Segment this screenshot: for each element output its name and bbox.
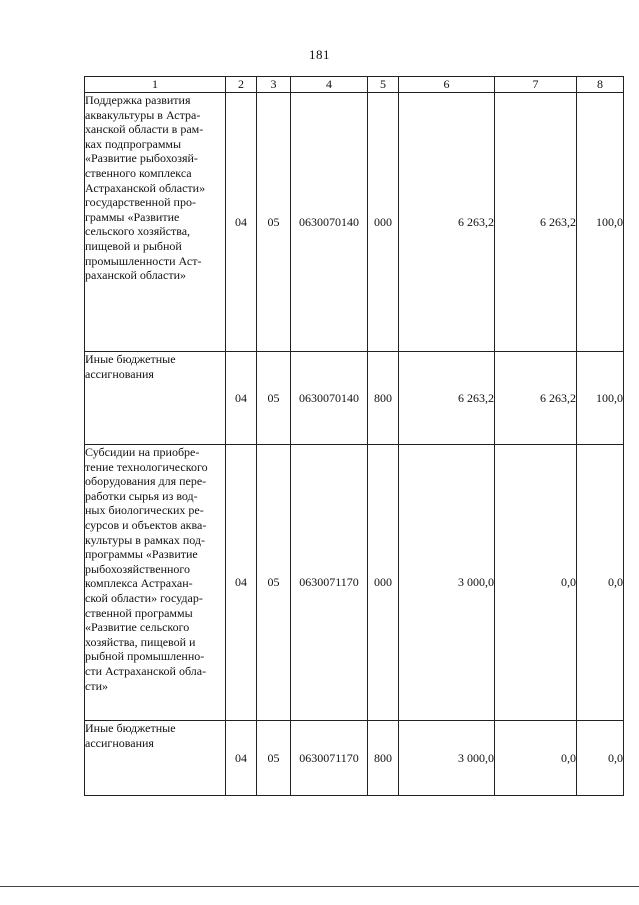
percent-col8: 0,0 bbox=[577, 445, 624, 721]
expense-type-code: 000 bbox=[368, 445, 399, 721]
subsection-code: 05 bbox=[257, 445, 291, 721]
header-cell: 8 bbox=[577, 77, 624, 93]
amount-col6: 6 263,2 bbox=[399, 352, 495, 445]
expense-type-code: 800 bbox=[368, 721, 399, 796]
percent-col8: 100,0 bbox=[577, 352, 624, 445]
table-row bbox=[85, 93, 624, 352]
item-name: Поддержка развития аквакультуры в Астра- ханской области в рам- ках подпрограммы «Развитие рыбохозяй- ственного комплекса Астраханской области» государственной про- граммы «Развитие сельского хозяйства, пищевой и рыбной промышленности Аст- раханской области» bbox=[85, 93, 226, 352]
target-article-code: 0630071170 bbox=[291, 721, 368, 796]
table-row bbox=[85, 445, 624, 721]
amount-col7: 6 263,2 bbox=[495, 93, 577, 352]
expense-type-code: 800 bbox=[368, 352, 399, 445]
subsection-code: 05 bbox=[257, 93, 291, 352]
header-cell: 2 bbox=[226, 77, 257, 93]
table-row bbox=[85, 352, 624, 445]
item-name: Иные бюджетные ассигнования bbox=[85, 352, 226, 445]
subsection-code: 05 bbox=[257, 352, 291, 445]
section-code: 04 bbox=[226, 93, 257, 352]
section-code: 04 bbox=[226, 721, 257, 796]
section-code: 04 bbox=[226, 445, 257, 721]
section-code: 04 bbox=[226, 352, 257, 445]
page-number: 181 bbox=[309, 47, 330, 62]
target-article-code: 0630070140 bbox=[291, 352, 368, 445]
budget-table bbox=[84, 76, 624, 796]
header-cell: 4 bbox=[291, 77, 368, 93]
header-row bbox=[85, 77, 624, 93]
amount-col7: 0,0 bbox=[495, 445, 577, 721]
target-article-code: 0630071170 bbox=[291, 445, 368, 721]
table-row bbox=[85, 721, 624, 796]
header-cell: 5 bbox=[368, 77, 399, 93]
page-bottom-rule bbox=[0, 886, 639, 887]
amount-col6: 3 000,0 bbox=[399, 721, 495, 796]
percent-col8: 100,0 bbox=[577, 93, 624, 352]
header-cell: 3 bbox=[257, 77, 291, 93]
subsection-code: 05 bbox=[257, 721, 291, 796]
target-article-code: 0630070140 bbox=[291, 93, 368, 352]
item-name: Иные бюджетные ассигнования bbox=[85, 721, 226, 796]
amount-col6: 3 000,0 bbox=[399, 445, 495, 721]
header-cell: 1 bbox=[85, 77, 226, 93]
amount-col7: 6 263,2 bbox=[495, 352, 577, 445]
header-cell: 6 bbox=[399, 77, 495, 93]
expense-type-code: 000 bbox=[368, 93, 399, 352]
item-name: Субсидии на приобре- тение технологического оборудования для пере- работки сырья из вод- ных биологических ре- сурсов и объектов аква- культуры в рамках под- программы «Развитие рыбохозяйственного комплекса Астрахан- ской области» государ- ственной программы «Развитие сельского хозяйства, пищевой и рыбной промышленно- сти Астраханской обла- сти» bbox=[85, 445, 226, 721]
amount-col7: 0,0 bbox=[495, 721, 577, 796]
header-cell: 7 bbox=[495, 77, 577, 93]
amount-col6: 6 263,2 bbox=[399, 93, 495, 352]
percent-col8: 0,0 bbox=[577, 721, 624, 796]
